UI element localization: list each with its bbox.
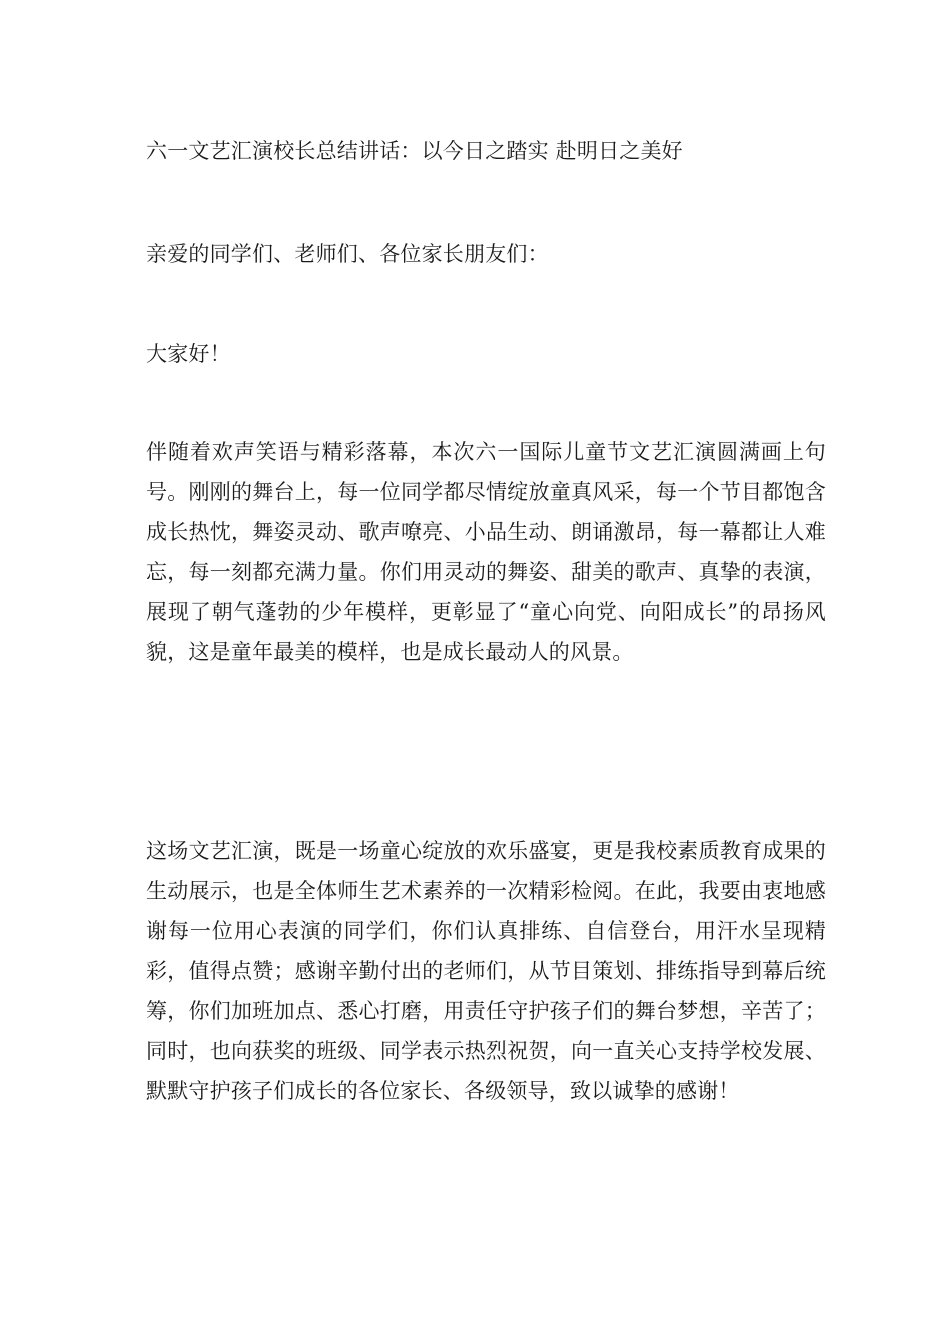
salutation: 亲爱的同学们、老师们、各位家长朋友们： xyxy=(146,242,549,266)
greeting: 大家好！ xyxy=(146,342,231,366)
paragraph: 这场文艺汇演，既是一场童心绽放的欢乐盛宴，更是我校素质教育成果的生动展示，也是全体师生艺术素养的一次精彩检阅。在此，我要由衷地感谢每一位用心表演的同学们，你们认真排练、自信登台，用汗水呈现精彩，值得点赞；感谢辛勤付出的老师们，从节目策划、排练指导到幕后统筹，你们加班加点、悉心打磨，用责任守护孩子们的舞台梦想，辛苦了；同时，也向获奖的班级、同学表示热烈祝贺，向一直关心支持学校发展、默默守护孩子们成长的各位家长、各级领导，致以诚挚的感谢！ xyxy=(146,839,826,1103)
document-title: 六一文艺汇演校长总结讲话：以今日之踏实 赴明日之美好 xyxy=(146,139,683,163)
paragraph: 伴随着欢声笑语与精彩落幕，本次六一国际儿童节文艺汇演圆满画上句号。刚刚的舞台上，每一位同学都尽情绽放童真风采，每一个节目都饱含成长热忱，舞姿灵动、歌声嘹亮、小品生动、朗诵激昂，每一幕都让人难忘，每一刻都充满力量。你们用灵动的舞姿、甜美的歌声、真挚的表演，展现了朝气蓬勃的少年模样，更彰显了“童心向党、向阳成长”的昂扬风貌，这是童年最美的模样，也是成长最动人的风景。 xyxy=(146,440,826,664)
